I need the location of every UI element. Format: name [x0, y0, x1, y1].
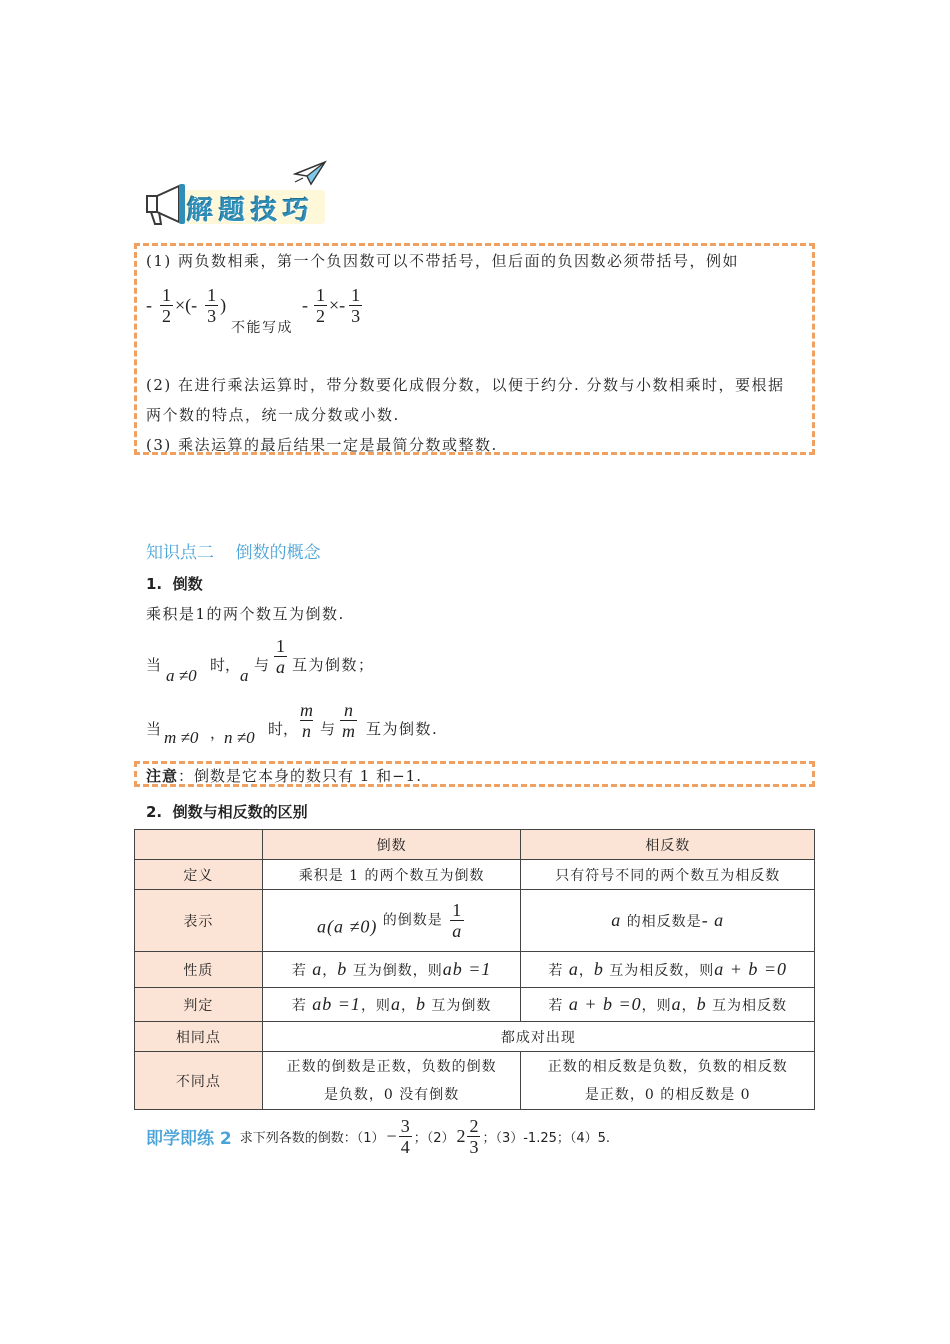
fraction: $\frac{1}{3}$ — [207, 284, 217, 326]
fraction: $\frac{m}{n}$ — [300, 700, 313, 741]
paper-plane-icon — [293, 160, 327, 186]
tip-line-1: (1) 两负数相乘，第一个负因数可以不带括号，但后面的负因数必须带括号，例如 — [146, 252, 740, 270]
note — [146, 765, 422, 786]
reciprocal-rule-mn: 当 m ≠0 ， n ≠0 时， $\frac{m}{n}$ 与 $\frac{n}{m}$ 互为倒数. — [146, 700, 439, 747]
banner — [143, 160, 333, 230]
table-cell: a 的相反数是- a — [521, 890, 815, 952]
megaphone-icon — [143, 184, 189, 226]
table-row — [135, 988, 815, 1022]
tip-line-3: (3) 乘法运算的最后结果一定是最简分数或整数. — [146, 436, 498, 454]
table-cell: 若 a + b =0，则a，b 互为相反数 — [521, 988, 815, 1022]
practice-exercise: 即学即练 2 求下列各数的倒数：（1） − $\frac{3}{4}$ ；（2） 2 $\frac{2}{3}$ ；（3）-1.25；（4）5. — [146, 1115, 611, 1157]
table-row — [135, 890, 815, 952]
table-cell: 若 a，b 互为倒数，则ab =1 — [262, 952, 521, 988]
table-header-cell: 相反数 — [521, 830, 815, 860]
table-cell: 正数的相反数是负数，负数的相反数 是正数，0 的相反数是 0 — [521, 1052, 815, 1110]
tip-line-2a: (2) 在进行乘法运算时，带分数要化成假分数，以便于约分. 分数与小数相乘时，要根据 — [146, 376, 785, 394]
table-header-cell: 倒数 — [262, 830, 521, 860]
table-cell: 只有符号不同的两个数互为相反数 — [521, 860, 815, 890]
reciprocal-definition: 乘积是1的两个数互为倒数. — [146, 605, 345, 623]
table-row — [135, 1022, 815, 1052]
tip-example-wrong: - $\frac{1}{2}$ ×- $\frac{1}{3}$ — [302, 284, 361, 326]
row-label: 不同点 — [135, 1052, 263, 1110]
row-label: 相同点 — [135, 1022, 263, 1052]
table-row — [135, 1052, 815, 1110]
cannot-write-label: 不能写成 — [231, 320, 293, 336]
fraction: $\frac{1}{a}$ — [452, 900, 463, 941]
tip-line-2b: 两个数的特点，统一成分数或小数. — [146, 406, 400, 424]
table-cell: a(a ≠0) 的倒数是 $\frac{1}{a}$ — [262, 890, 521, 952]
fraction: $\frac{2}{3}$ — [469, 1115, 479, 1157]
subheading-reciprocal: 1. 倒数 — [146, 575, 203, 593]
fraction: $\frac{1}{2}$ — [162, 284, 171, 326]
fraction: $\frac{1}{a}$ — [276, 636, 285, 677]
reciprocal-rule-a: 当 a ≠0 时， a 与 $\frac{1}{a}$ 互为倒数； — [146, 636, 375, 685]
table-header-cell — [135, 830, 263, 860]
row-label: 定义 — [135, 860, 263, 890]
fraction: $\frac{3}{4}$ — [400, 1115, 410, 1157]
section-heading: 知识点二 倒数的概念 — [146, 543, 321, 563]
table-cell: 若 ab =1，则a，b 互为倒数 — [262, 988, 521, 1022]
fraction: $\frac{1}{3}$ — [351, 284, 361, 326]
row-label: 表示 — [135, 890, 263, 952]
row-label: 性质 — [135, 952, 263, 988]
tip-example-correct: - $\frac{1}{2}$ ×(- $\frac{1}{3}$ ) — [146, 284, 227, 326]
table-cell: 若 a，b 互为相反数，则a + b =0 — [521, 952, 815, 988]
table-cell: 正数的倒数是正数，负数的倒数 是负数，0 没有倒数 — [262, 1052, 521, 1110]
note-label: 注意 — [146, 767, 179, 785]
banner-title: 解题技巧 — [187, 196, 316, 226]
table-row — [135, 860, 815, 890]
row-label: 判定 — [135, 988, 263, 1022]
table-cell-merged: 都成对出现 — [262, 1022, 814, 1052]
fraction: $\frac{1}{2}$ — [316, 284, 325, 326]
note-text: ：倒数是它本身的数只有 1 和−1. — [178, 767, 422, 785]
comparison-table — [134, 829, 815, 1110]
subheading-difference: 2. 倒数与相反数的区别 — [146, 803, 308, 821]
fraction: $\frac{n}{m}$ — [342, 700, 355, 741]
table-row — [135, 830, 815, 860]
table-row — [135, 952, 815, 988]
table-cell: 乘积是 1 的两个数互为倒数 — [262, 860, 521, 890]
practice-label: 即学即练 2 — [146, 1128, 232, 1149]
